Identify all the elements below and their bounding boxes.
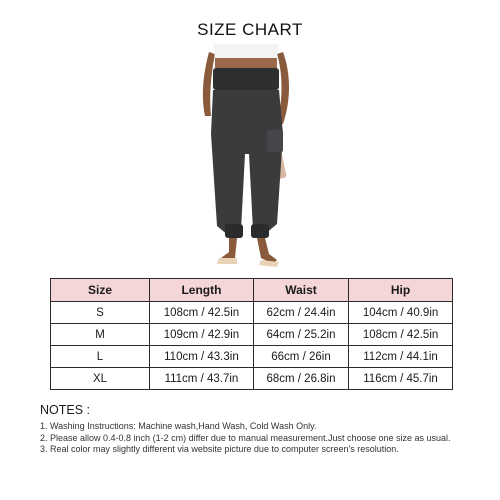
cell-length: 110cm / 43.3in	[150, 346, 254, 368]
notes-section	[40, 403, 480, 456]
cell-hip: 104cm / 40.9in	[349, 302, 453, 324]
crop-top	[213, 44, 279, 58]
table-row	[51, 302, 453, 324]
cell-hip: 108cm / 42.5in	[349, 324, 453, 346]
cell-waist: 64cm / 25.2in	[253, 324, 348, 346]
left-sandal	[217, 258, 237, 264]
cell-waist: 66cm / 26in	[253, 346, 348, 368]
table-row	[51, 346, 453, 368]
cell-size: S	[51, 302, 150, 324]
cell-waist: 68cm / 26.8in	[253, 368, 348, 390]
header-size: Size	[51, 279, 150, 302]
midriff	[215, 58, 277, 68]
page-title: SIZE CHART	[197, 20, 303, 39]
cell-length: 108cm / 42.5in	[150, 302, 254, 324]
table-row	[51, 368, 453, 390]
note-item: 1. Washing Instructions: Machine wash,Hand Wash, Cold Wash Only.	[40, 421, 317, 431]
table-header-row	[51, 279, 453, 302]
size-table	[50, 278, 453, 390]
cell-size: M	[51, 324, 150, 346]
right-foot	[257, 238, 277, 264]
waistband	[213, 68, 279, 90]
cell-size: L	[51, 346, 150, 368]
product-photo	[165, 44, 335, 272]
header-length: Length	[150, 279, 254, 302]
notes-title: NOTES :	[40, 403, 91, 417]
cargo-pocket	[267, 130, 283, 152]
table-row	[51, 324, 453, 346]
pants	[211, 90, 283, 236]
note-item: 2. Please allow 0.4-0.8 inch (1-2 cm) differ due to manual measurement.Just choose one size as usual.	[40, 432, 451, 443]
right-cuff	[251, 224, 269, 238]
cell-hip: 112cm / 44.1in	[349, 346, 453, 368]
right-sandal	[259, 260, 279, 267]
cell-hip: 116cm / 45.7in	[349, 368, 453, 390]
cell-length: 109cm / 42.9in	[150, 324, 254, 346]
note-item: 3. Real color may slightly different via website picture due to computer screen's resolution.	[40, 444, 399, 454]
cell-length: 111cm / 43.7in	[150, 368, 254, 390]
header-waist: Waist	[253, 279, 348, 302]
cell-size: XL	[51, 368, 150, 390]
header-hip: Hip	[349, 279, 453, 302]
cell-waist: 62cm / 24.4in	[253, 302, 348, 324]
left-cuff	[225, 224, 243, 238]
